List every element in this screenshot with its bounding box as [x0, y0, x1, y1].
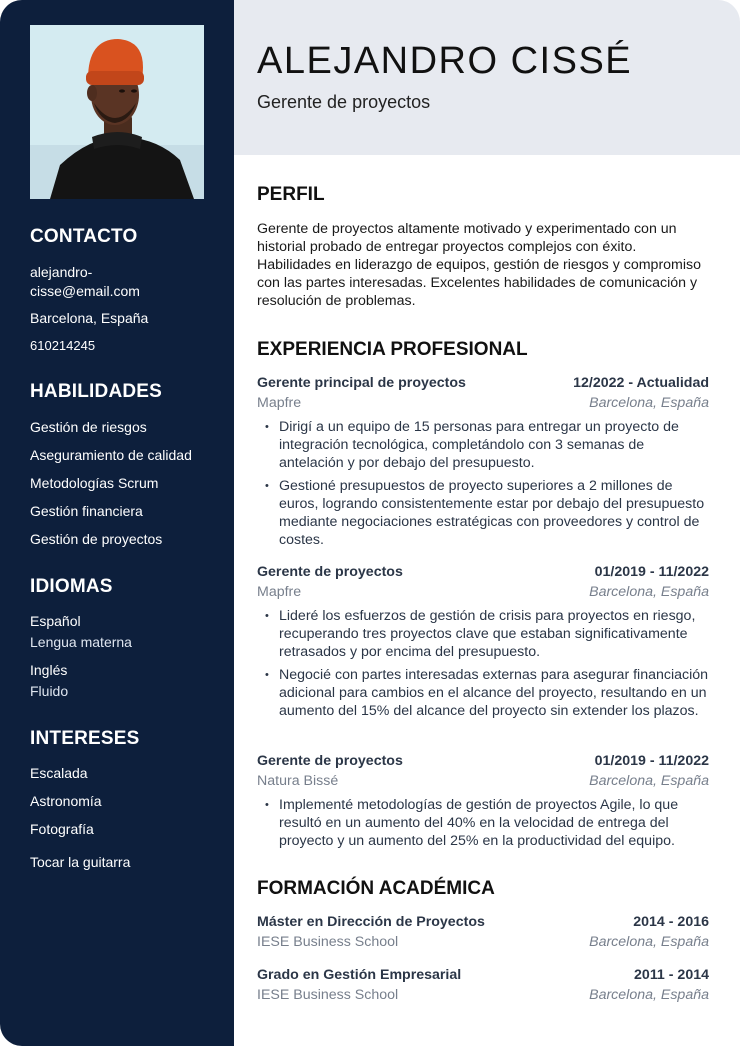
job-title: Gerente de proyectos	[257, 753, 403, 769]
job-bullet: • Gestioné presupuestos de proyecto superiores a 2 millones de euros, logrando consistentemente estar por debajo del presupuesto mediante negociaciones estratégicas con proveedores y control de costes.	[257, 477, 709, 549]
skill-item: Metodologías Scrum	[30, 475, 159, 491]
contact-location: Barcelona, España	[30, 310, 149, 326]
language-level: Fluido	[30, 683, 69, 699]
job-location: Barcelona, España	[589, 773, 709, 789]
language-name: Inglés	[30, 662, 68, 678]
candidate-role: Gerente de proyectos	[257, 92, 431, 112]
profile-photo	[30, 25, 204, 199]
interest-item: Fotografía	[30, 821, 94, 837]
job-title: Gerente principal de proyectos	[257, 375, 466, 391]
job-company: Mapfre	[257, 584, 302, 600]
job-dates: 01/2019 - 11/2022	[594, 753, 709, 769]
job-location: Barcelona, España	[589, 584, 709, 600]
job-title: Gerente de proyectos	[257, 564, 403, 580]
education-heading: FORMACIÓN ACADÉMICA	[257, 878, 495, 899]
job-bullet: • Negocié con partes interesadas externas para asegurar financiación adicional para cambios en el alcance del proyecto, resultando en un aumento del 15% del alcance del proyecto sin extender los plazos.	[257, 666, 709, 720]
contact-email-line2: cisse@email.com	[30, 283, 140, 299]
job-company: Natura Bissé	[257, 773, 339, 789]
profile-photo-illustration	[30, 25, 204, 199]
education-dates: 2011 - 2014	[634, 967, 709, 983]
candidate-name: ALEJANDRO CISSÉ	[257, 40, 633, 82]
experience-heading: EXPERIENCIA PROFESIONAL	[257, 339, 528, 360]
job-dates: 01/2019 - 11/2022	[594, 564, 709, 580]
job-company: Mapfre	[257, 395, 302, 411]
education-degree: Grado en Gestión Empresarial	[257, 967, 462, 983]
job-bullets	[257, 418, 709, 554]
education-dates: 2014 - 2016	[633, 914, 709, 930]
skills-heading: HABILIDADES	[30, 381, 163, 402]
job-dates: 12/2022 - Actualidad	[573, 375, 709, 391]
education-school: IESE Business School	[257, 987, 399, 1003]
job-bullets	[257, 796, 709, 855]
skill-item: Aseguramiento de calidad	[30, 447, 192, 463]
contact-email-line1: alejandro-	[30, 264, 93, 280]
interest-item: Astronomía	[30, 793, 102, 809]
job-bullet: • Dirigí a un equipo de 15 personas para entregar un proyecto de integración tecnológica, completándolo con 3 semanas de antelación y por debajo del presupuesto.	[257, 418, 709, 472]
summary-heading: PERFIL	[257, 184, 325, 205]
skill-item: Gestión financiera	[30, 503, 143, 519]
education-degree: Máster en Dirección de Proyectos	[257, 914, 485, 930]
education-school: IESE Business School	[257, 934, 399, 950]
contact-heading: CONTACTO	[30, 226, 138, 247]
skill-item: Gestión de riesgos	[30, 419, 147, 435]
job-bullet: • Lideré los esfuerzos de gestión de crisis para proyectos en riesgo, recuperando tres proyectos clave que estaban significativamente retrasados y por encima del presupuesto.	[257, 607, 709, 661]
job-bullet: • Implementé metodologías de gestión de proyectos Agile, lo que resultó en un aumento del 40% en la velocidad de entrega del proyecto y un aumento del 25% en la productividad del equipo.	[257, 796, 709, 850]
education-location: Barcelona, España	[589, 987, 709, 1003]
skill-item: Gestión de proyectos	[30, 531, 163, 547]
interest-item: Escalada	[30, 765, 88, 781]
language-level: Lengua materna	[30, 634, 132, 650]
interests-heading: INTERESES	[30, 728, 140, 749]
contact-email[interactable]	[30, 263, 140, 301]
languages-heading: IDIOMAS	[30, 576, 113, 597]
contact-phone[interactable]: 610214245	[30, 338, 96, 353]
job-bullets	[257, 607, 709, 725]
job-location: Barcelona, España	[589, 395, 709, 411]
interest-item: Tocar la guitarra	[30, 854, 131, 870]
summary-text: Gerente de proyectos altamente motivado y experimentado con un historial probado de entregar proyectos complejos con éxito. Habilidades en liderazgo de equipos, gestión de riesgos y compromiso con las partes interesadas. Excelentes habilidades de comunicación y resolución de problemas.	[257, 221, 702, 309]
sidebar	[0, 0, 234, 1046]
language-name: Español	[30, 613, 81, 629]
education-location: Barcelona, España	[589, 934, 709, 950]
